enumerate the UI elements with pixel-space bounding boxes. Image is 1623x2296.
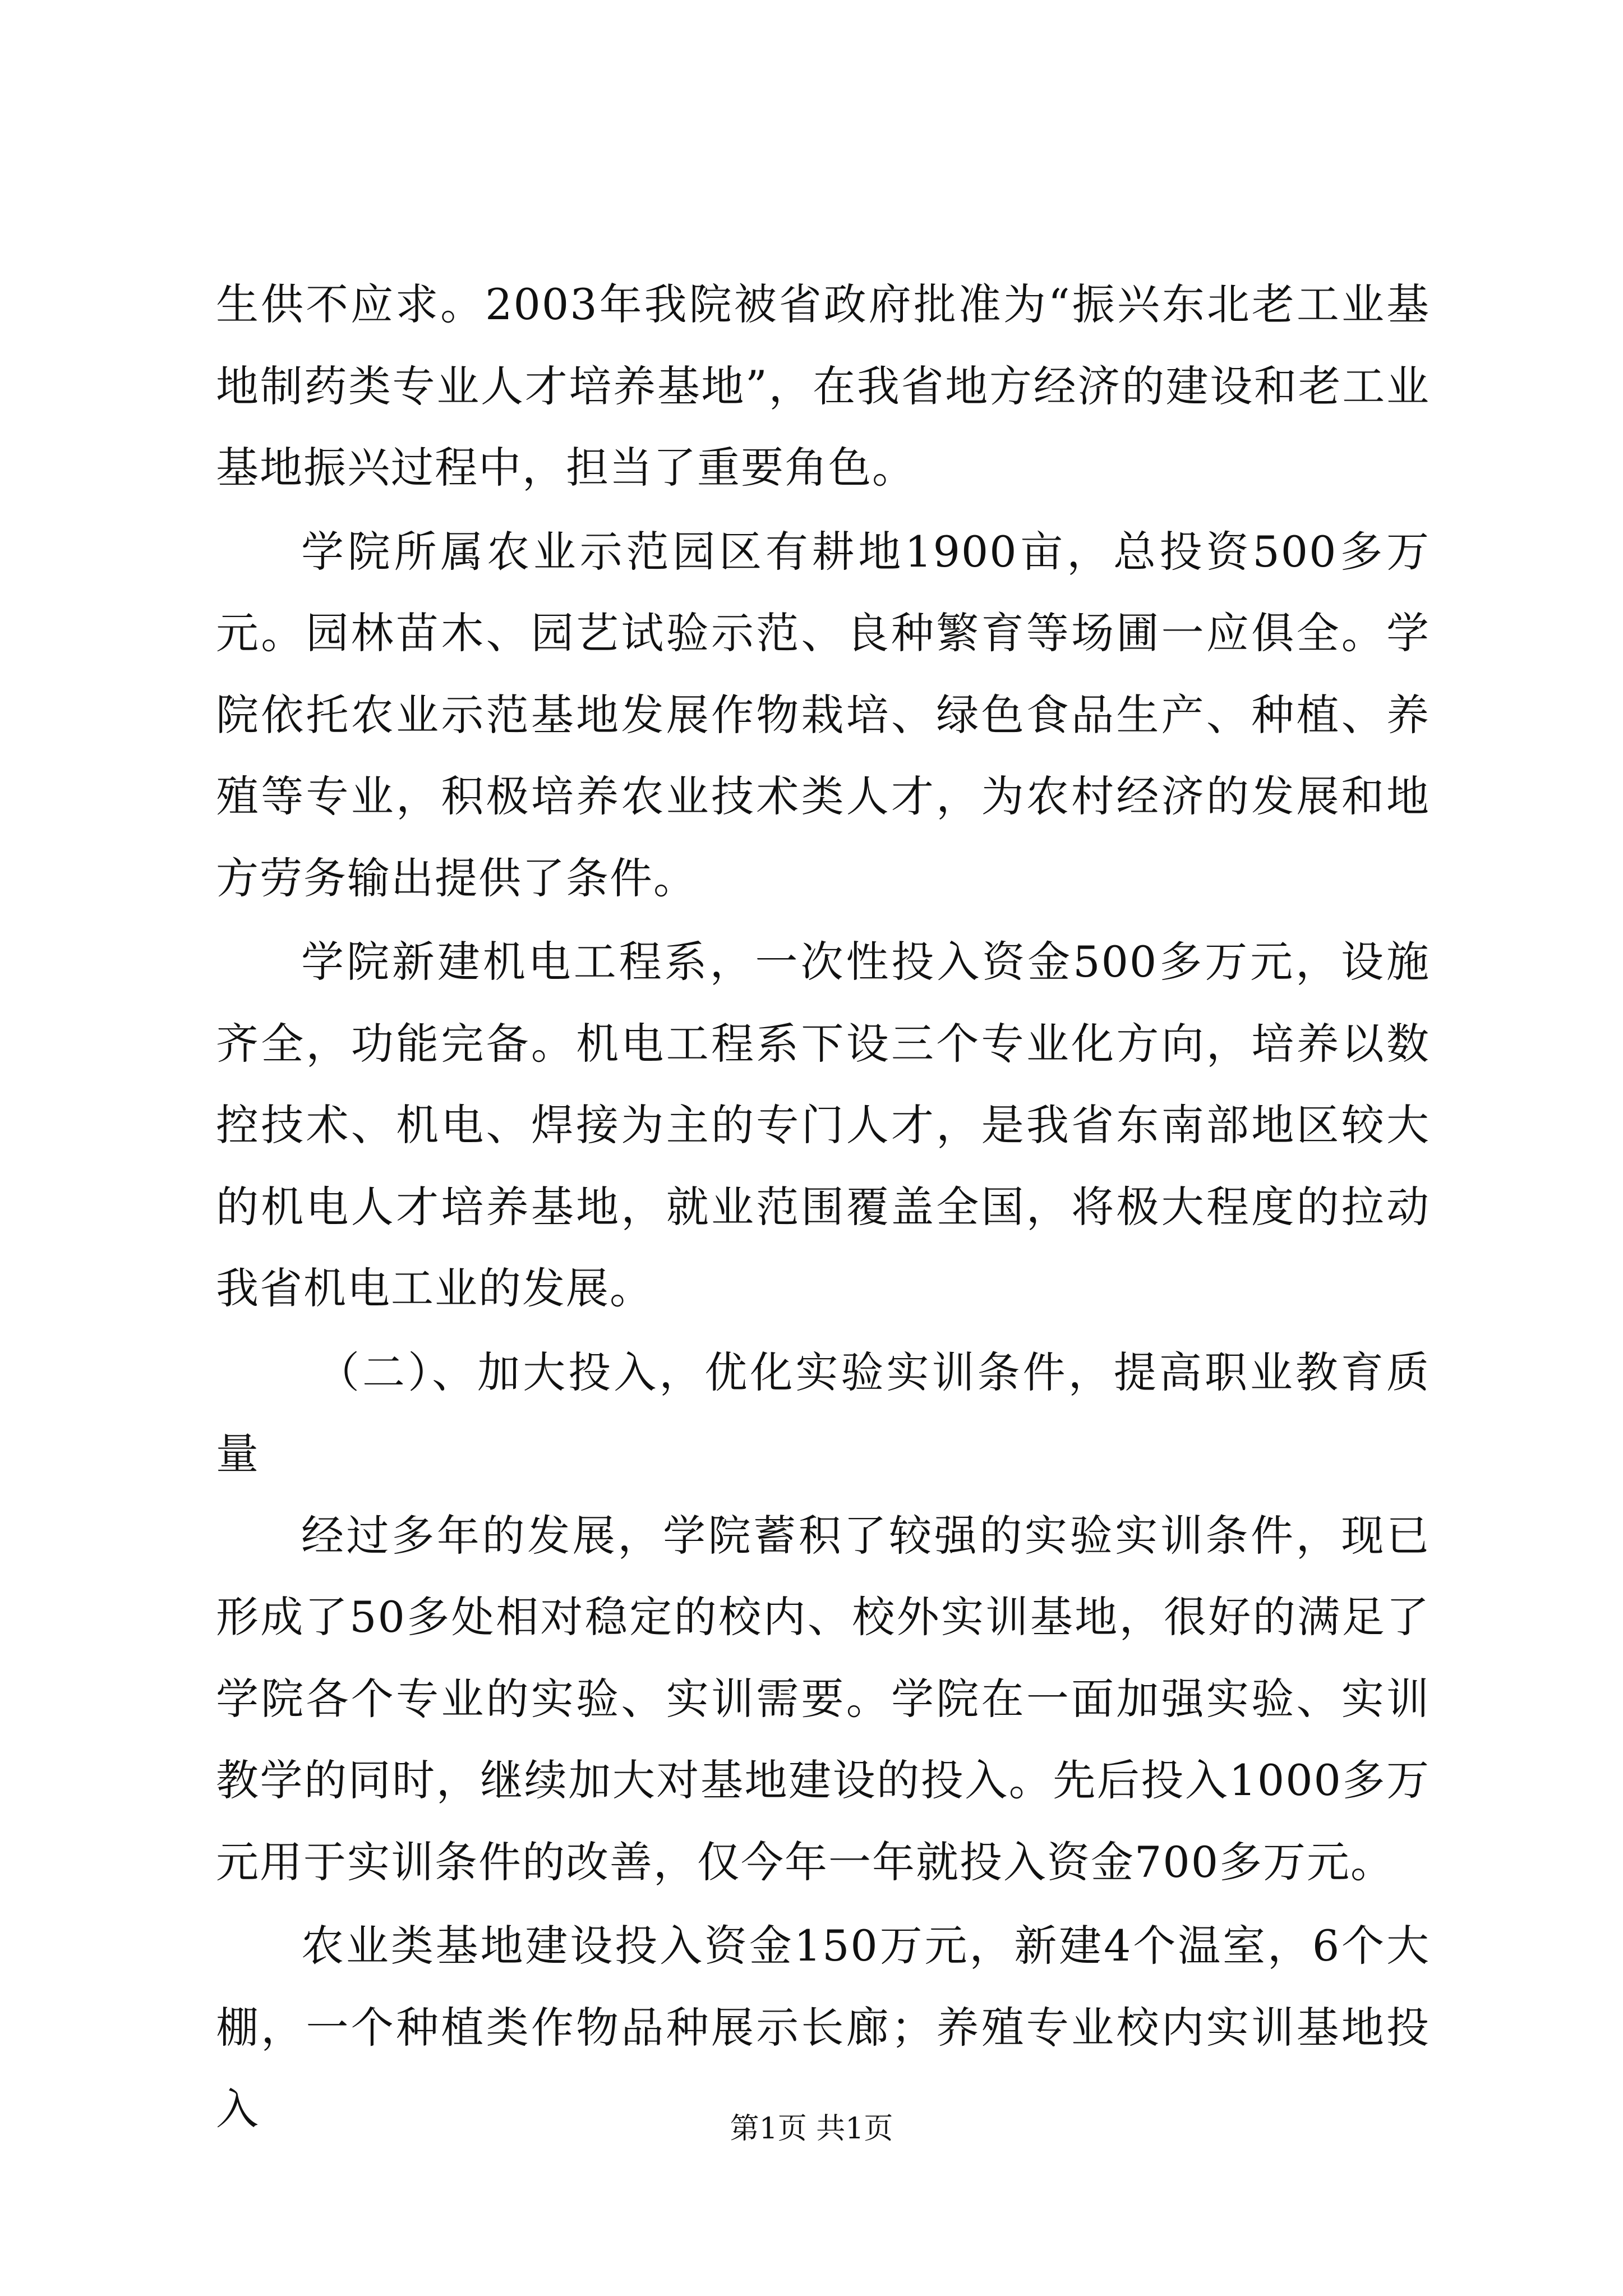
paragraph-2: 学院所属农业示范园区有耕地1900亩，总投资500多万元。园林苗木、园艺试验示范、良种繁育等场圃一应俱全。学院依托农业示范基地发展作物栽培、绿色食品生产、种植、养殖等专业，积极培养农业技术类人才，为农村经济的发展和地方劳务输出提供了条件。: [216, 526, 1430, 903]
paragraph-1: 生供不应求。2003年我院被省政府批准为“振兴东北老工业基地制药类专业人才培养基地”，在我省地方经济的建设和老工业基地振兴过程中，担当了重要角色。: [216, 279, 1430, 493]
paragraph-5: 农业类基地建设投入资金150万元，新建4个温室，6个大棚，一个种植类作物品种展示长廊；养殖专业校内实训基地投入: [216, 1921, 1430, 2134]
document-body: [216, 264, 1430, 2150]
paragraph-4: 经过多年的发展，学院蓄积了较强的实验实训条件，现已形成了50多处相对稳定的校内、校外实训基地，很好的满足了学院各个专业的实验、实训需要。学院在一面加强实验、实训教学的同时，继续加大对基地建设的投入。先后投入1000多万元用于实训条件的改善，仅今年一年就投入资金700多万元。: [216, 1510, 1430, 1887]
paragraph-3: 学院新建机电工程系，一次性投入资金500多万元，设施齐全，功能完备。机电工程系下设三个专业化方向，培养以数控技术、机电、焊接为主的专门人才，是我省东南部地区较大的机电人才培养基地，就业范围覆盖全国，将极大程度的拉动我省机电工业的发展。: [216, 937, 1430, 1313]
page-footer: 第1页 共1页: [730, 2112, 893, 2146]
section-heading: （二）、加大投入，优化实验实训条件，提高职业教育质量: [216, 1347, 1430, 1479]
